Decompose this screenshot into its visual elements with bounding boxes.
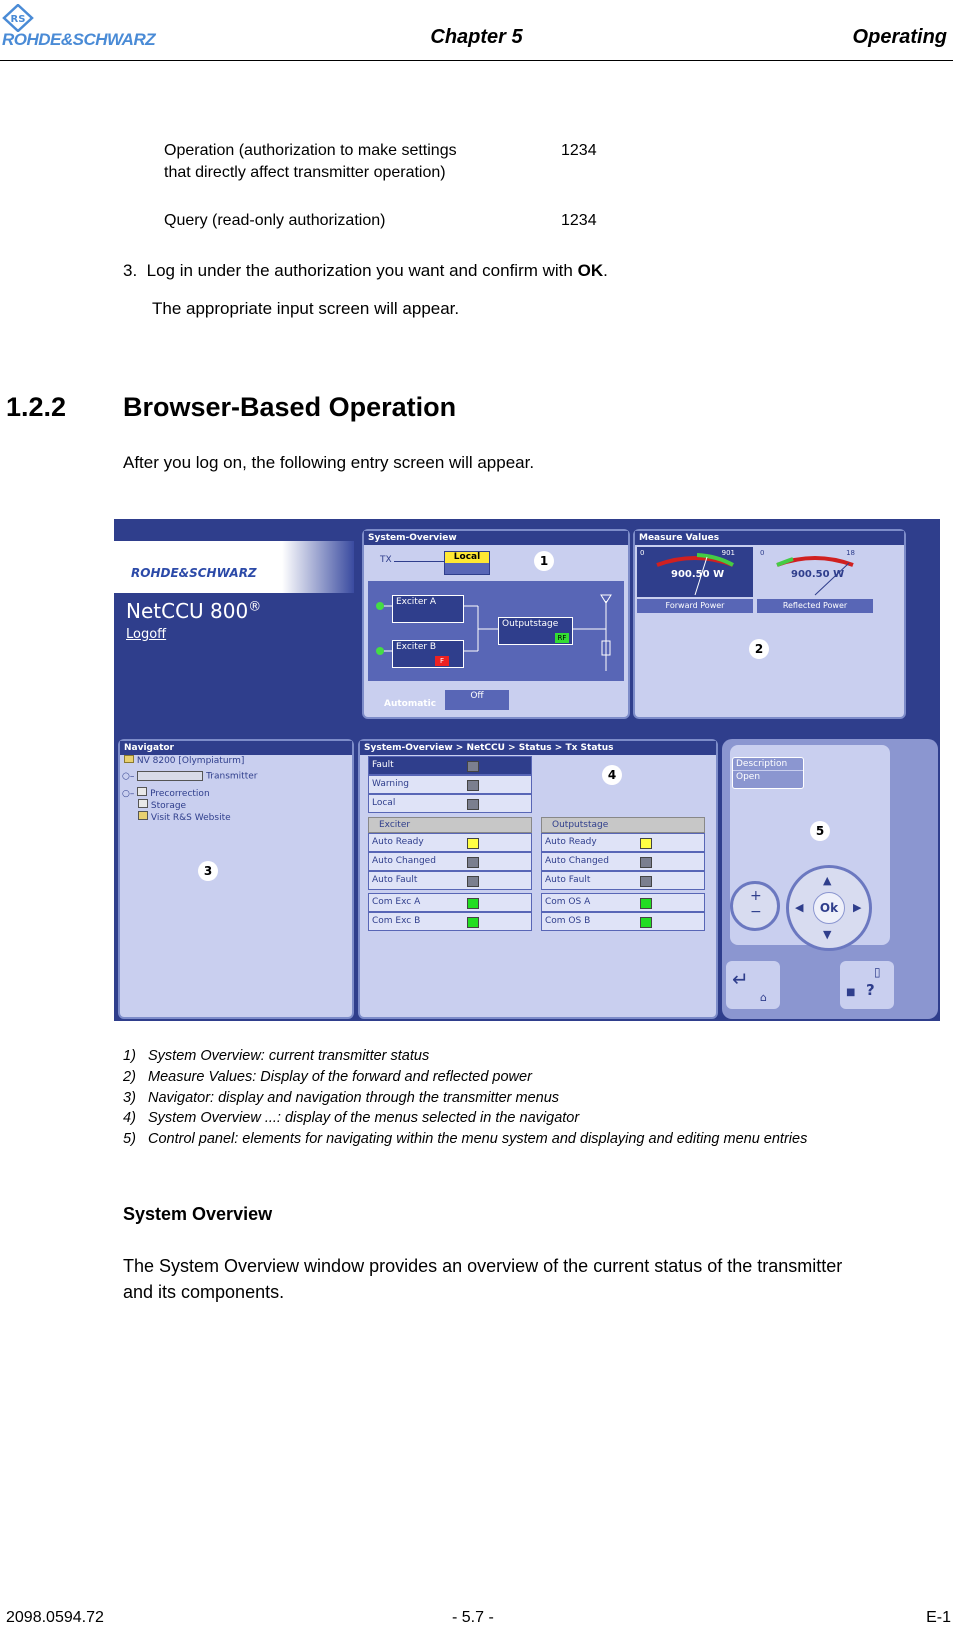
status-row-fault[interactable]: Fault: [368, 756, 532, 775]
status-breadcrumb: System-Overview > NetCCU > Status > Tx Status: [360, 741, 716, 755]
lock-icon: ■: [846, 987, 856, 998]
auth-row-query-label: Query (read-only authorization): [164, 212, 386, 229]
product-name: NetCCU 800®: [126, 599, 262, 623]
status-led: [467, 898, 479, 909]
outputstage-rf: RF: [555, 633, 569, 643]
status-led: [640, 876, 652, 887]
forward-power-label: Forward Power: [637, 599, 753, 613]
caption-3: 3) Navigator: display and navigation through the transmitter menus: [123, 1090, 560, 1106]
measure-values-title: Measure Values: [635, 531, 904, 545]
status-led: [640, 917, 652, 928]
top-status-table: [368, 756, 532, 813]
nav-item-storage[interactable]: Storage: [138, 799, 186, 811]
folder-icon: [124, 755, 134, 763]
measure-values-panel: [633, 529, 906, 719]
arrow-up-icon[interactable]: ▲: [823, 874, 832, 887]
svg-text:RS: RS: [10, 14, 26, 25]
status-panel: [358, 739, 718, 1019]
system-overview-body: The System Overview window provides an overview of the current status of the transmitter and its components.: [123, 1256, 843, 1302]
footer-doc-number: 2098.0594.72: [6, 1609, 104, 1626]
status-row-warning[interactable]: Warning: [368, 775, 532, 794]
status-led: [467, 876, 479, 887]
exciter-row-auto-fault[interactable]: Auto Fault: [368, 871, 532, 890]
netccu-screenshot: [114, 519, 940, 1021]
nav-item-website[interactable]: Visit R&S Website: [138, 811, 231, 823]
logoff-link[interactable]: Logoff: [126, 627, 167, 642]
expand-icon: ○–: [122, 771, 135, 782]
step-3-result: The appropriate input screen will appear.: [152, 299, 460, 318]
system-overview-panel: [362, 529, 630, 719]
enter-arrow-icon: ↵: [732, 967, 749, 991]
home-icon: ⌂: [760, 991, 767, 1004]
chart-icon: [137, 787, 147, 796]
open-softkey[interactable]: Open: [736, 772, 761, 782]
caption-1: 1) System Overview: current transmitter status: [123, 1048, 430, 1064]
exciter-header: Exciter: [368, 817, 532, 833]
nav-item-precorrection[interactable]: ○– Precorrection: [122, 789, 210, 799]
ok-button[interactable]: Ok: [813, 892, 845, 924]
navigation-wheel[interactable]: [786, 865, 872, 951]
status-led: [467, 917, 479, 928]
system-overview-heading: System Overview: [123, 1204, 273, 1224]
section-number: 1.2.2: [6, 392, 67, 422]
exciter-table: [368, 817, 532, 931]
output-row-auto-ready[interactable]: Auto Ready: [541, 833, 705, 852]
badge-3: 3: [198, 861, 218, 881]
status-row-local[interactable]: Local: [368, 794, 532, 813]
tx-local-box[interactable]: Local: [444, 551, 490, 575]
description-softkey[interactable]: Description: [733, 758, 803, 771]
badge-1: 1: [534, 551, 554, 571]
transmitter-icon: [137, 771, 203, 781]
footer-edition: E-1: [926, 1609, 951, 1626]
control-panel: [722, 739, 938, 1019]
outputstage-header: Outputstage: [541, 817, 705, 833]
help-icon: ?: [866, 981, 875, 999]
auth-row-operation-password: 1234: [561, 142, 597, 159]
badge-2: 2: [749, 639, 769, 659]
reflected-power-gauge: 0 18 900.50 W: [757, 547, 873, 597]
navigator-panel: [118, 739, 354, 1019]
arrow-right-icon[interactable]: ▶: [853, 901, 862, 914]
minus-icon[interactable]: −: [750, 904, 762, 920]
exciter-row-auto-changed[interactable]: Auto Changed: [368, 852, 532, 871]
forward-power-gauge: 0 901 900.50 W: [637, 547, 753, 597]
status-led: [467, 857, 479, 868]
zoom-buttons[interactable]: [730, 881, 780, 931]
nav-item-root[interactable]: NV 8200 [Olympiaturm]: [124, 755, 244, 766]
plus-icon[interactable]: +: [750, 888, 762, 904]
arrow-down-icon[interactable]: ▼: [823, 928, 832, 941]
section-heading: Browser-Based Operation: [123, 392, 457, 422]
brand-logo: ROHDE&SCHWARZ: [131, 566, 257, 580]
tx-label: TX: [380, 555, 392, 565]
outputstage-table: [541, 817, 705, 931]
exciter-b-fault: F: [435, 656, 449, 666]
help-button[interactable]: [840, 961, 894, 1009]
exciter-row-com-b[interactable]: Com Exc B: [368, 912, 532, 931]
status-led: [640, 857, 652, 868]
caption-2: 2) Measure Values: Display of the forward and reflected power: [123, 1069, 532, 1085]
badge-5: 5: [810, 821, 830, 841]
intro-paragraph: After you log on, the following entry screen will appear.: [123, 453, 535, 472]
chapter-title: Chapter 5: [430, 26, 523, 48]
auth-row-query-password: 1234: [561, 212, 597, 229]
reflected-power-value: 900.50 W: [791, 569, 845, 580]
output-row-auto-fault[interactable]: Auto Fault: [541, 871, 705, 890]
auth-row-operation-label: Operation (authorization to make settings that directly affect transmitter operation): [164, 142, 457, 181]
expand-icon: ○–: [122, 789, 135, 799]
exciter-row-com-a[interactable]: Com Exc A: [368, 893, 532, 912]
bookmark-icon: ▯: [874, 965, 881, 979]
exciter-row-auto-ready[interactable]: Auto Ready: [368, 833, 532, 852]
reflected-power-label: Reflected Power: [757, 599, 873, 613]
status-led: [467, 799, 479, 810]
status-led: [467, 838, 479, 849]
outputstage-box[interactable]: Outputstage RF: [498, 617, 573, 645]
signal-diagram: [368, 581, 624, 681]
output-row-auto-changed[interactable]: Auto Changed: [541, 852, 705, 871]
badge-4: 4: [602, 765, 622, 785]
status-led: [467, 780, 479, 791]
exciter-b-box[interactable]: Exciter B F: [392, 640, 464, 668]
web-icon: [138, 811, 148, 820]
system-overview-title: System-Overview: [364, 531, 628, 545]
arrow-left-icon[interactable]: ◀: [795, 901, 804, 914]
disk-icon: [138, 799, 148, 808]
back-button[interactable]: [726, 961, 780, 1009]
logo-text: ROHDE&SCHWARZ: [2, 30, 156, 49]
header-rule: [0, 60, 953, 61]
status-led: [467, 761, 479, 772]
exciter-a-box[interactable]: Exciter A: [392, 595, 464, 623]
forward-power-value: 900.50 W: [671, 569, 725, 580]
automatic-label: Automatic: [384, 699, 437, 709]
caption-5: 5) Control panel: elements for navigating within the menu system and displaying and editing menu entries: [123, 1131, 808, 1147]
automatic-off-button[interactable]: Off: [444, 689, 510, 711]
output-row-com-b[interactable]: Com OS B: [541, 912, 705, 931]
output-row-com-a[interactable]: Com OS A: [541, 893, 705, 912]
navigator-title: Navigator: [120, 741, 352, 755]
caption-4: 4) System Overview ...: display of the menus selected in the navigator: [123, 1110, 580, 1126]
step-3: 3. Log in under the authorization you want and confirm with OK.: [123, 261, 608, 280]
nav-item-transmitter[interactable]: ○– Transmitter: [122, 771, 258, 782]
status-led: [640, 838, 652, 849]
section-title: Operating: [852, 26, 947, 48]
softkey-box: [732, 757, 804, 789]
status-led: [640, 898, 652, 909]
footer-page-number: - 5.7 -: [452, 1609, 494, 1626]
